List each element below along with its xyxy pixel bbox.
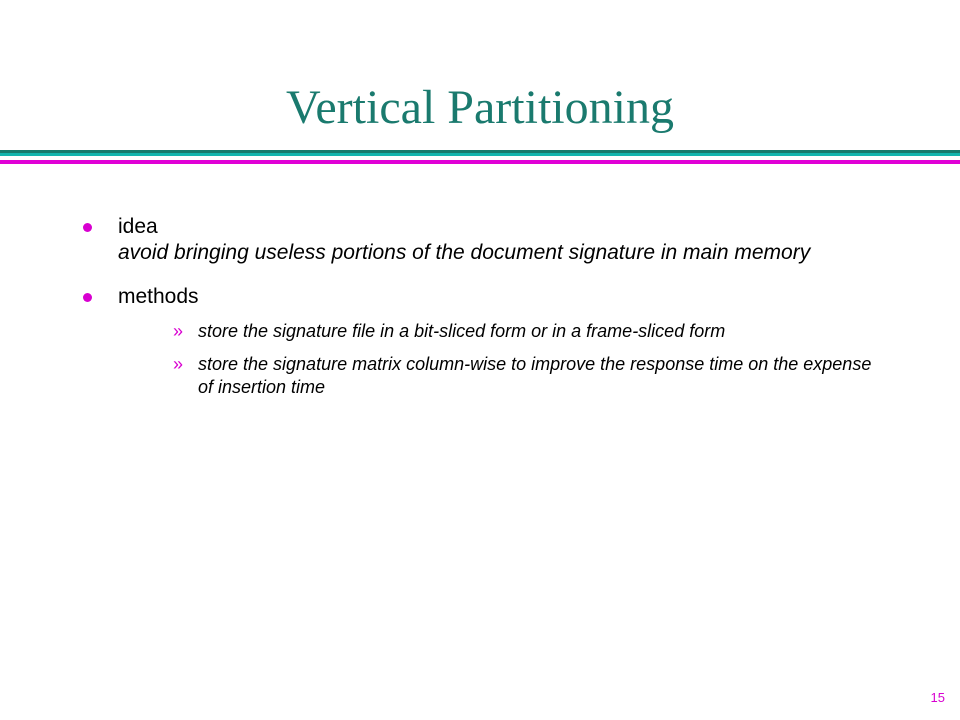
bullet-dot-icon [83, 223, 92, 232]
slide-title: Vertical Partitioning [286, 81, 674, 134]
sub-bullet [118, 320, 880, 343]
sub-bullet-text: store the signature matrix column-wise to improve the response time on the expense of insertion time [198, 354, 872, 397]
bullet-list [80, 214, 880, 417]
title-rule-teal-light [0, 153, 960, 156]
bullet-heading: methods [118, 285, 199, 308]
bullet-idea [80, 214, 880, 266]
title-rule-magenta [0, 160, 960, 164]
page-number: 15 [930, 690, 945, 705]
sub-bullet-text: store the signature file in a bit-sliced form or in a frame-sliced form [198, 321, 726, 341]
bullet-dot-icon [83, 293, 92, 302]
chevron-right-icon: » [173, 354, 184, 374]
bullet-heading: idea [118, 215, 158, 238]
sub-bullet [118, 353, 880, 399]
bullet-detail: avoid bringing useless portions of the document signature in main memory [118, 241, 811, 264]
bullet-methods [80, 284, 880, 399]
chevron-right-icon: » [173, 321, 184, 341]
